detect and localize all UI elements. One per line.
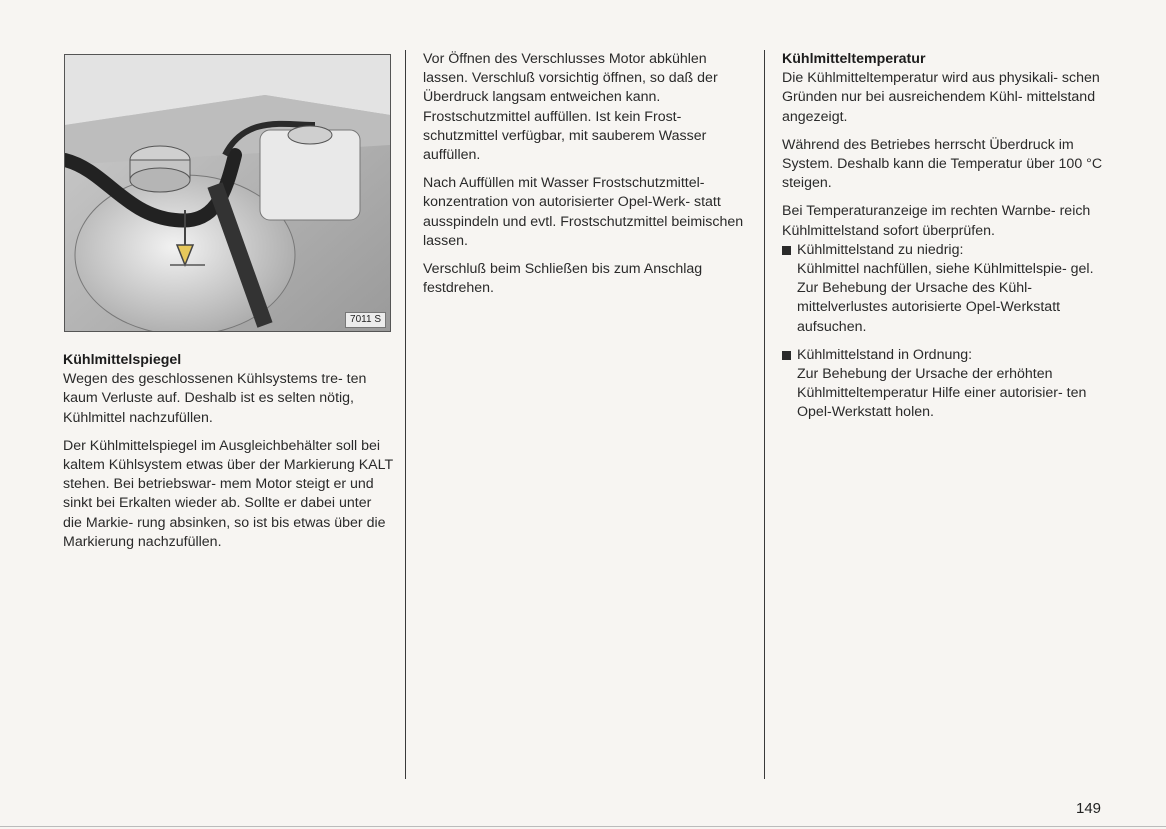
left-column — [63, 351, 393, 561]
bullet-level-ok-text: Zur Behebung der Ursache der erhöhten Kühlmitteltemperatur Hilfe einer autorisier- ten Opel-Werkstatt holen. — [797, 366, 1087, 421]
middle-paragraph-3: Verschluß beim Schließen bis zum Anschlag festdrehen. — [423, 261, 703, 297]
middle-paragraph-1: Vor Öffnen des Verschlusses Motor abkühlen lassen. Verschluß vorsichtig öffnen, so daß der Überdruck langsam entweichen kann. Frostschutzmittel auffüllen. Ist kein Frost- schutzmittel verfügbar, mit sauberem Wasser auffüllen. — [423, 51, 718, 164]
column-divider-1 — [405, 50, 406, 779]
right-paragraph-3: Bei Temperaturanzeige im rechten Warnbe- reich Kühlmittelstand sofort überprüfen. — [782, 203, 1091, 239]
bullet-level-low — [782, 241, 1117, 337]
page-number: 149 — [1076, 800, 1102, 817]
column-divider-2 — [764, 50, 765, 779]
engine-photo — [64, 54, 391, 332]
middle-paragraph-2: Nach Auffüllen mit Wasser Frostschutzmittel- konzentration von autorisierter Opel-Werk- statt ausspindeln und evtl. Frostschutzmittel beimischen lassen. — [423, 175, 744, 249]
figure-caption: 7011 S — [345, 312, 386, 328]
left-paragraph-1: Wegen des geschlossenen Kühlsystems tre- ten kaum Verluste auf. Deshalb ist es selten nötig, Kühlmittel nachzufüllen. — [63, 371, 367, 426]
heading-coolant-temperature: Kühlmitteltemperatur — [782, 51, 926, 67]
bullet-level-ok-title: Kühlmittelstand in Ordnung: — [797, 346, 973, 363]
left-paragraph-2: Der Kühlmittelspiegel im Ausgleichbehälter soll bei kaltem Kühlsystem etwas über der Markierung KALT stehen. Bei betriebswar- mem Motor steigt er und sinkt bei Erkalten wieder ab. Sollte er dabei unter die Markie- rung absinken, so ist bis etwas über die Markierung nachzufüllen. — [63, 437, 393, 550]
right-paragraph-2: Während des Betriebes herrscht Überdruck im System. Deshalb kann die Temperatur über 100 °C steigen. — [782, 136, 1103, 192]
bottom-edge — [0, 826, 1166, 827]
bullet-level-ok — [782, 346, 1117, 423]
bullet-level-low-text: Kühlmittel nachfüllen, siehe Kühlmittelspie- gel. Zur Behebung der Ursache des Kühl- mittelverlustes autorisierte Opel-Werkstatt aufsuchen. — [797, 261, 1094, 335]
coolant-tank-illustration — [65, 55, 390, 331]
bullet-level-low-title: Kühlmittelstand zu niedrig: — [797, 241, 964, 258]
right-paragraph-1: Die Kühlmitteltemperatur wird aus physikali- schen Gründen nur bei ausreichendem Kühl- mittelstand angezeigt. — [782, 70, 1100, 125]
right-column — [782, 50, 1117, 423]
middle-column — [423, 50, 753, 307]
heading-coolant-level: Kühlmittelspiegel — [63, 352, 182, 368]
